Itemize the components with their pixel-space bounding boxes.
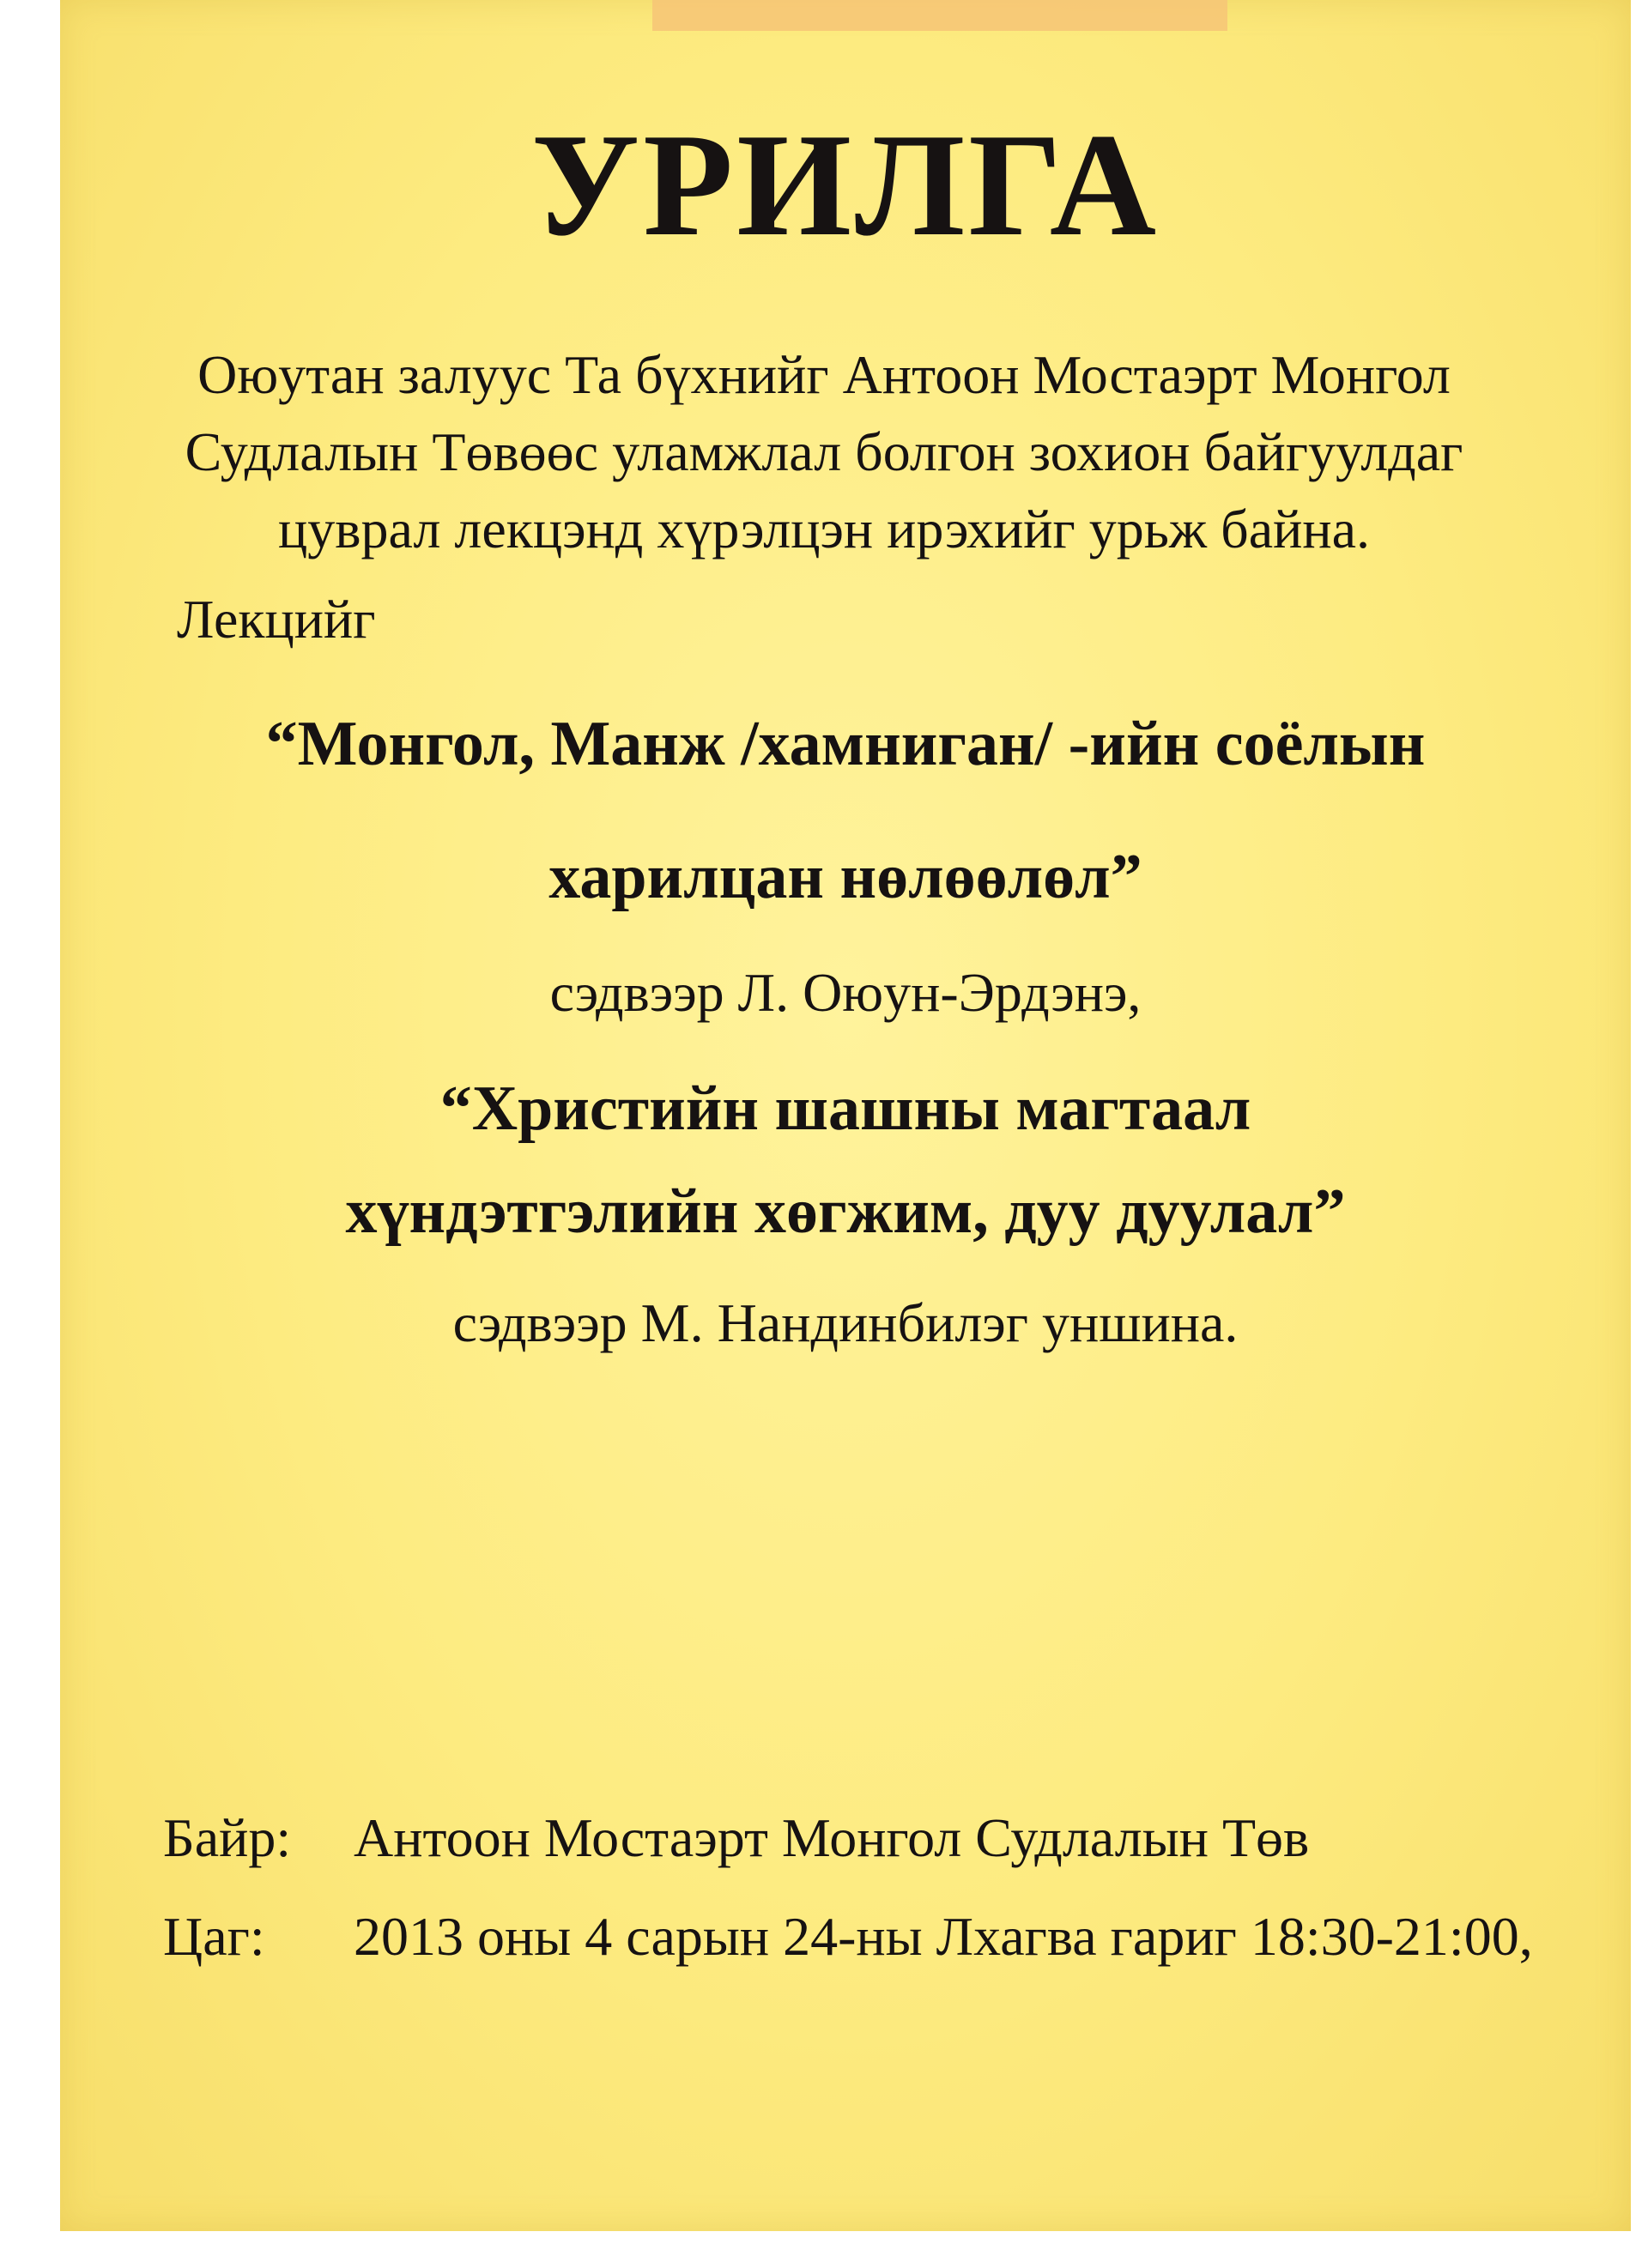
lecture-1-title-line-2: харилцан нөлөөлөл” — [548, 842, 1142, 912]
tape-strip — [652, 0, 1227, 31]
time-label: Цаг: — [163, 1906, 265, 1967]
intro-line: Судлалын Төвөөс уламжлал болгон зохион байгуулдаг — [185, 421, 1463, 482]
lecture-1-title-line-1: “Монгол, Манж /хамниган/ -ийн соёлын — [265, 709, 1426, 779]
lecture-2-title-line-1: “Христийн шашны магтаал — [439, 1074, 1251, 1144]
lecture-1-presenter: сэдвээр Л. Оюун-Эрдэнэ, — [549, 962, 1142, 1023]
lecture-label: Лекцийг — [177, 589, 376, 650]
invitation-intro — [0, 336, 1648, 568]
venue-label: Байр: — [163, 1807, 292, 1868]
lecture-2-title-line-2: хүндэтгэлийн хөгжим, дуу дуулал” — [345, 1176, 1346, 1247]
time-value: 2013 оны 4 сарын 24-ны Лхагва гариг 18:30-21:00, — [354, 1906, 1533, 1967]
lecture-2-presenter: сэдвээр М. Нандинбилэг уншина. — [452, 1292, 1239, 1353]
intro-line: Оюутан залуус Та бүхнийг Антоон Мостаэрт Монгол — [197, 344, 1451, 405]
invitation-title: УРИЛГА — [530, 104, 1160, 267]
intro-line: цуврал лекцэнд хүрэлцэн ирэхийг урьж байна. — [278, 499, 1370, 559]
venue-value: Антоон Мостаэрт Монгол Судлалын Төв — [354, 1807, 1310, 1868]
